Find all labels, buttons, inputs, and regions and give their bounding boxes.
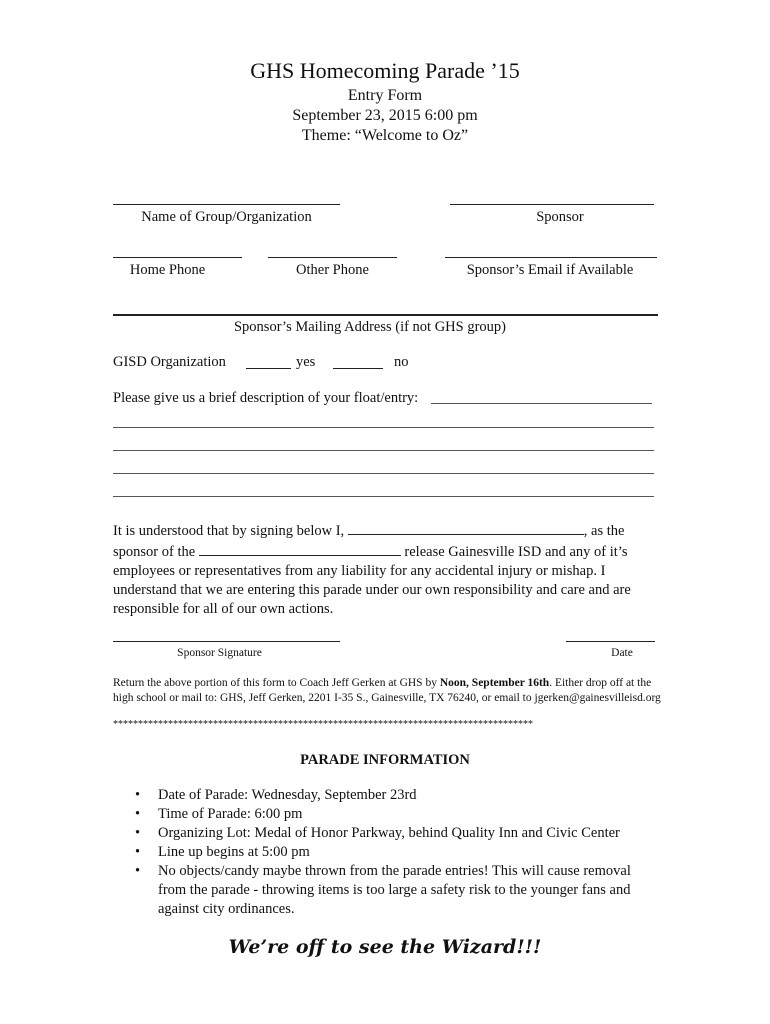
group-name-field[interactable] (113, 204, 340, 205)
list-item (125, 824, 660, 843)
return-text-1: Return the above portion of this form to Coach Jeff Gerken at GHS by (113, 677, 440, 689)
organization-blank[interactable] (199, 541, 401, 556)
description-line-0[interactable] (431, 403, 652, 404)
bullet-icon: • (135, 787, 141, 803)
parade-info-heading: PARADE INFORMATION (300, 752, 470, 768)
waiver-text-3: sponsor of the (113, 544, 196, 560)
list-item (125, 786, 660, 805)
description-line-3[interactable] (113, 473, 654, 474)
home-phone-label: Home Phone (129, 262, 206, 278)
list-item (125, 862, 660, 919)
parade-info-list (125, 786, 660, 919)
gisd-no-label: no (394, 354, 409, 370)
mailing-address-label: Sponsor’s Mailing Address (if not GHS group) (233, 319, 506, 335)
form-title: GHS Homecoming Parade ’15 (250, 58, 520, 83)
sponsor-signature-field[interactable] (113, 641, 340, 642)
description-line-4[interactable] (113, 496, 654, 497)
sponsor-field[interactable] (450, 204, 654, 205)
list-item-text: Line up begins at 5:00 pm (158, 844, 310, 860)
waiver-text-4: release Gainesville ISD and any of it’s employees or representatives from any liability for any accidental injury or mishap. I understand that we are entering this parade under our own responsibility and care and are responsible for all of our own actions. (113, 544, 631, 617)
slogan: We’re off to see the Wizard!!! (228, 936, 542, 958)
other-phone-label: Other Phone (296, 262, 369, 278)
gisd-yes-blank[interactable] (246, 368, 291, 369)
separator-stars: ************************************************************************************ (113, 719, 533, 730)
event-theme: Theme: “Welcome to Oz” (301, 127, 469, 144)
sponsor-email-label: Sponsor’s Email if Available (466, 262, 634, 278)
bullet-icon: • (135, 806, 141, 822)
sponsor-label: Sponsor (536, 209, 584, 225)
bullet-icon: • (135, 825, 141, 841)
sponsor-email-field[interactable] (445, 257, 657, 258)
list-item-text: Date of Parade: Wednesday, September 23rd (158, 787, 417, 803)
other-phone-field[interactable] (268, 257, 397, 258)
description-line-1[interactable] (113, 427, 654, 428)
gisd-yes-label: yes (296, 354, 316, 370)
sponsor-name-blank[interactable] (348, 520, 584, 535)
list-item (125, 843, 660, 862)
list-item-text: Time of Parade: 6:00 pm (158, 806, 303, 822)
date-field[interactable] (566, 641, 655, 642)
gisd-label: GISD Organization (113, 354, 226, 370)
mailing-address-field[interactable] (113, 314, 658, 316)
list-item (125, 805, 660, 824)
bullet-icon: • (135, 844, 141, 860)
waiver-text-1: It is understood that by signing below I, (113, 523, 345, 539)
group-name-label: Name of Group/Organization (141, 209, 312, 225)
list-item-text: No objects/candy maybe thrown from the parade entries! This will cause removal from the parade - throwing items is too large a safety risk to the younger fans and against city ordinances. (158, 863, 631, 917)
description-prompt: Please give us a brief description of your float/entry: (113, 390, 419, 406)
gisd-no-blank[interactable] (333, 368, 383, 369)
form-subtitle: Entry Form (347, 87, 423, 104)
waiver-paragraph (113, 520, 658, 619)
sponsor-signature-label: Sponsor Signature (177, 647, 262, 659)
return-deadline: Noon, September 16th (439, 677, 550, 689)
return-instructions (113, 676, 661, 706)
home-phone-field[interactable] (113, 257, 242, 258)
return-text-2: . Either drop off at the high school or mail to: GHS, Jeff Gerken, 2201 I-35 S., Gainesville, TX 76240, or email to jgerken@gainesvilleisd.org (113, 677, 661, 704)
event-date: September 23, 2015 6:00 pm (292, 107, 478, 124)
list-item-text: Organizing Lot: Medal of Honor Parkway, behind Quality Inn and Civic Center (158, 825, 620, 841)
bullet-icon: • (135, 863, 141, 879)
date-label: Date (611, 647, 633, 659)
description-line-2[interactable] (113, 450, 654, 451)
waiver-text-2: , as the (583, 523, 625, 539)
